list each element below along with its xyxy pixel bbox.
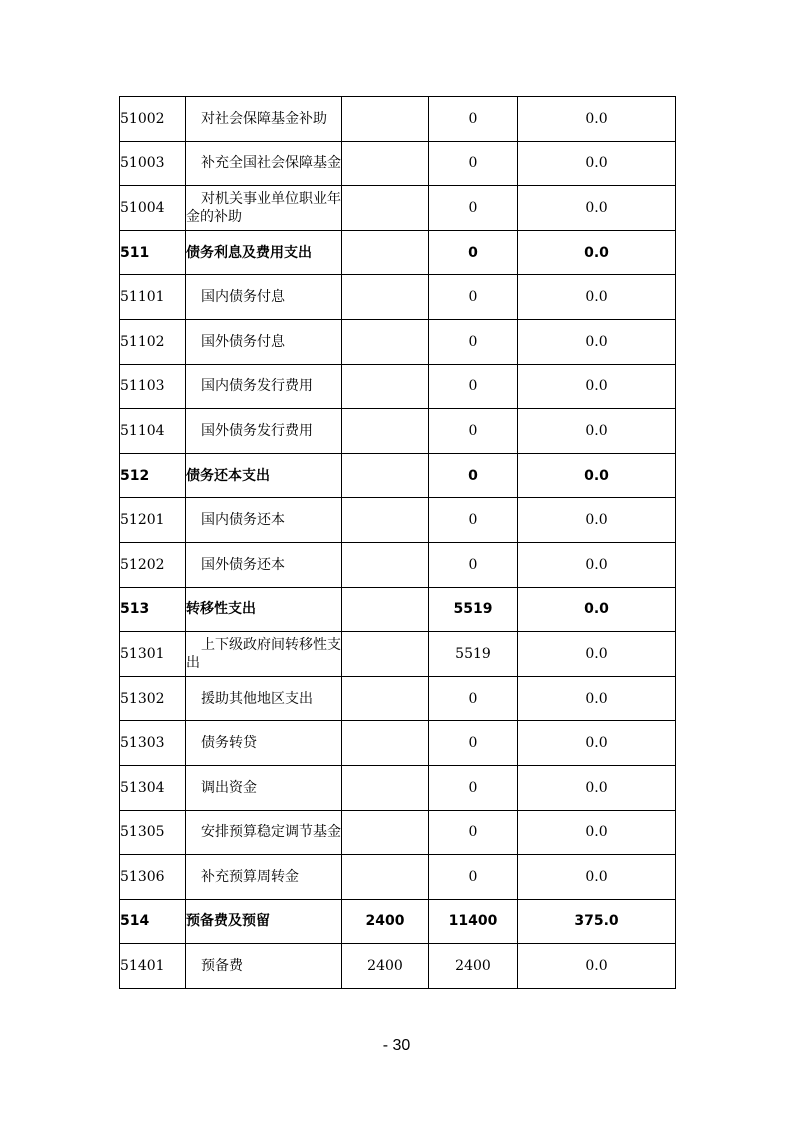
table-row — [120, 97, 676, 142]
cell-amount-2: 0 — [429, 453, 518, 498]
table-row — [120, 721, 676, 766]
cell-amount-1: 2400 — [342, 899, 429, 944]
cell-amount-2: 5519 — [429, 632, 518, 677]
item-name-text: 补充全国社会保障基金 — [201, 155, 341, 172]
cell-name — [186, 587, 342, 632]
cell-code: 51201 — [120, 498, 186, 543]
cell-code: 512 — [120, 453, 186, 498]
table-row — [120, 275, 676, 320]
cell-amount-3: 0.0 — [518, 230, 676, 275]
cell-amount-3: 0.0 — [518, 542, 676, 587]
table-row — [120, 230, 676, 275]
cell-name — [186, 230, 342, 275]
cell-amount-1 — [342, 97, 429, 142]
item-name-text: 国内债务还本 — [201, 512, 285, 529]
cell-name — [186, 364, 342, 409]
cell-code: 51401 — [120, 944, 186, 989]
cell-name — [186, 498, 342, 543]
cell-amount-1 — [342, 319, 429, 364]
budget-table — [119, 96, 676, 989]
cell-amount-3: 0.0 — [518, 275, 676, 320]
cell-code: 51004 — [120, 186, 186, 231]
cell-name — [186, 97, 342, 142]
cell-code: 51306 — [120, 855, 186, 900]
cell-amount-1 — [342, 765, 429, 810]
cell-code: 51102 — [120, 319, 186, 364]
cell-amount-2: 0 — [429, 498, 518, 543]
cell-amount-2: 0 — [429, 542, 518, 587]
table-row — [120, 409, 676, 454]
item-name-text: 国内债务发行费用 — [201, 378, 313, 395]
table-row — [120, 453, 676, 498]
cell-amount-1 — [342, 542, 429, 587]
cell-amount-2: 0 — [429, 810, 518, 855]
cell-amount-2: 0 — [429, 186, 518, 231]
cell-name — [186, 186, 342, 231]
cell-amount-2: 0 — [429, 409, 518, 454]
cell-amount-2: 5519 — [429, 587, 518, 632]
cell-amount-1 — [342, 275, 429, 320]
table-row — [120, 364, 676, 409]
cell-amount-2: 0 — [429, 765, 518, 810]
table-row — [120, 632, 676, 677]
cell-amount-1 — [342, 409, 429, 454]
cell-amount-3: 375.0 — [518, 899, 676, 944]
table-body — [120, 97, 676, 989]
cell-amount-3: 0.0 — [518, 453, 676, 498]
cell-amount-1 — [342, 453, 429, 498]
item-name-text: 国外债务发行费用 — [201, 422, 313, 439]
cell-name — [186, 141, 342, 186]
item-name-text: 上下级政府间转移性支出 — [186, 636, 341, 671]
cell-amount-3: 0.0 — [518, 721, 676, 766]
item-name-text: 预备费 — [201, 958, 243, 975]
table-row — [120, 542, 676, 587]
cell-amount-1 — [342, 498, 429, 543]
cell-code: 51101 — [120, 275, 186, 320]
cell-amount-2: 0 — [429, 676, 518, 721]
cell-name — [186, 676, 342, 721]
cell-amount-2: 0 — [429, 319, 518, 364]
cell-amount-3: 0.0 — [518, 498, 676, 543]
cell-name — [186, 810, 342, 855]
cell-amount-1 — [342, 676, 429, 721]
cell-name — [186, 319, 342, 364]
cell-amount-1 — [342, 721, 429, 766]
cell-amount-2: 0 — [429, 364, 518, 409]
cell-code: 51304 — [120, 765, 186, 810]
cell-amount-2: 0 — [429, 855, 518, 900]
cell-amount-2: 0 — [429, 721, 518, 766]
table-row — [120, 186, 676, 231]
cell-amount-3: 0.0 — [518, 632, 676, 677]
cell-amount-1 — [342, 364, 429, 409]
table-row — [120, 676, 676, 721]
page-number: - 30 — [382, 1037, 411, 1054]
item-name-text: 债务利息及费用支出 — [186, 244, 312, 261]
cell-code: 51003 — [120, 141, 186, 186]
item-name-text: 转移性支出 — [186, 601, 256, 618]
cell-amount-1 — [342, 632, 429, 677]
table-row — [120, 319, 676, 364]
cell-code: 51104 — [120, 409, 186, 454]
cell-name — [186, 409, 342, 454]
cell-amount-2: 0 — [429, 141, 518, 186]
item-name-text: 安排预算稳定调节基金 — [201, 824, 341, 841]
item-name-text: 债务转贷 — [201, 735, 257, 752]
table-row — [120, 944, 676, 989]
cell-name — [186, 765, 342, 810]
item-name-text: 国内债务付息 — [201, 289, 285, 306]
cell-amount-3: 0.0 — [518, 944, 676, 989]
item-name-text: 预备费及预留 — [186, 913, 270, 930]
cell-amount-1 — [342, 855, 429, 900]
cell-name — [186, 453, 342, 498]
table-row — [120, 587, 676, 632]
item-name-text: 对机关事业单位职业年金的补助 — [186, 190, 341, 225]
cell-amount-2: 0 — [429, 230, 518, 275]
cell-amount-2: 11400 — [429, 899, 518, 944]
cell-name — [186, 632, 342, 677]
cell-code: 51301 — [120, 632, 186, 677]
cell-amount-2: 0 — [429, 275, 518, 320]
cell-amount-3: 0.0 — [518, 186, 676, 231]
cell-name — [186, 899, 342, 944]
cell-amount-1 — [342, 186, 429, 231]
table-row — [120, 498, 676, 543]
item-name-text: 调出资金 — [201, 779, 257, 796]
cell-code: 51305 — [120, 810, 186, 855]
cell-amount-3: 0.0 — [518, 810, 676, 855]
cell-code: 51103 — [120, 364, 186, 409]
item-name-text: 援助其他地区支出 — [201, 690, 313, 707]
cell-amount-1 — [342, 230, 429, 275]
table-row — [120, 855, 676, 900]
table-row — [120, 810, 676, 855]
cell-amount-3: 0.0 — [518, 587, 676, 632]
cell-amount-3: 0.0 — [518, 676, 676, 721]
cell-code: 51303 — [120, 721, 186, 766]
cell-amount-2: 0 — [429, 97, 518, 142]
cell-amount-3: 0.0 — [518, 364, 676, 409]
cell-name — [186, 721, 342, 766]
cell-name — [186, 275, 342, 320]
item-name-text: 国外债务还本 — [201, 556, 285, 573]
cell-amount-3: 0.0 — [518, 855, 676, 900]
table-row — [120, 899, 676, 944]
item-name-text: 补充预算周转金 — [201, 868, 299, 885]
table-row — [120, 765, 676, 810]
cell-amount-2: 2400 — [429, 944, 518, 989]
cell-amount-1 — [342, 141, 429, 186]
cell-code: 51202 — [120, 542, 186, 587]
cell-code: 51002 — [120, 97, 186, 142]
item-name-text: 国外债务付息 — [201, 333, 285, 350]
cell-amount-3: 0.0 — [518, 97, 676, 142]
cell-code: 513 — [120, 587, 186, 632]
cell-amount-3: 0.0 — [518, 319, 676, 364]
cell-code: 511 — [120, 230, 186, 275]
cell-name — [186, 944, 342, 989]
cell-code: 51302 — [120, 676, 186, 721]
cell-amount-3: 0.0 — [518, 409, 676, 454]
item-name-text: 债务还本支出 — [186, 467, 270, 484]
cell-name — [186, 542, 342, 587]
cell-code: 514 — [120, 899, 186, 944]
cell-amount-1 — [342, 810, 429, 855]
cell-amount-3: 0.0 — [518, 765, 676, 810]
table-row — [120, 141, 676, 186]
cell-amount-3: 0.0 — [518, 141, 676, 186]
cell-amount-1 — [342, 587, 429, 632]
cell-amount-1: 2400 — [342, 944, 429, 989]
cell-name — [186, 855, 342, 900]
item-name-text: 对社会保障基金补助 — [201, 110, 327, 127]
